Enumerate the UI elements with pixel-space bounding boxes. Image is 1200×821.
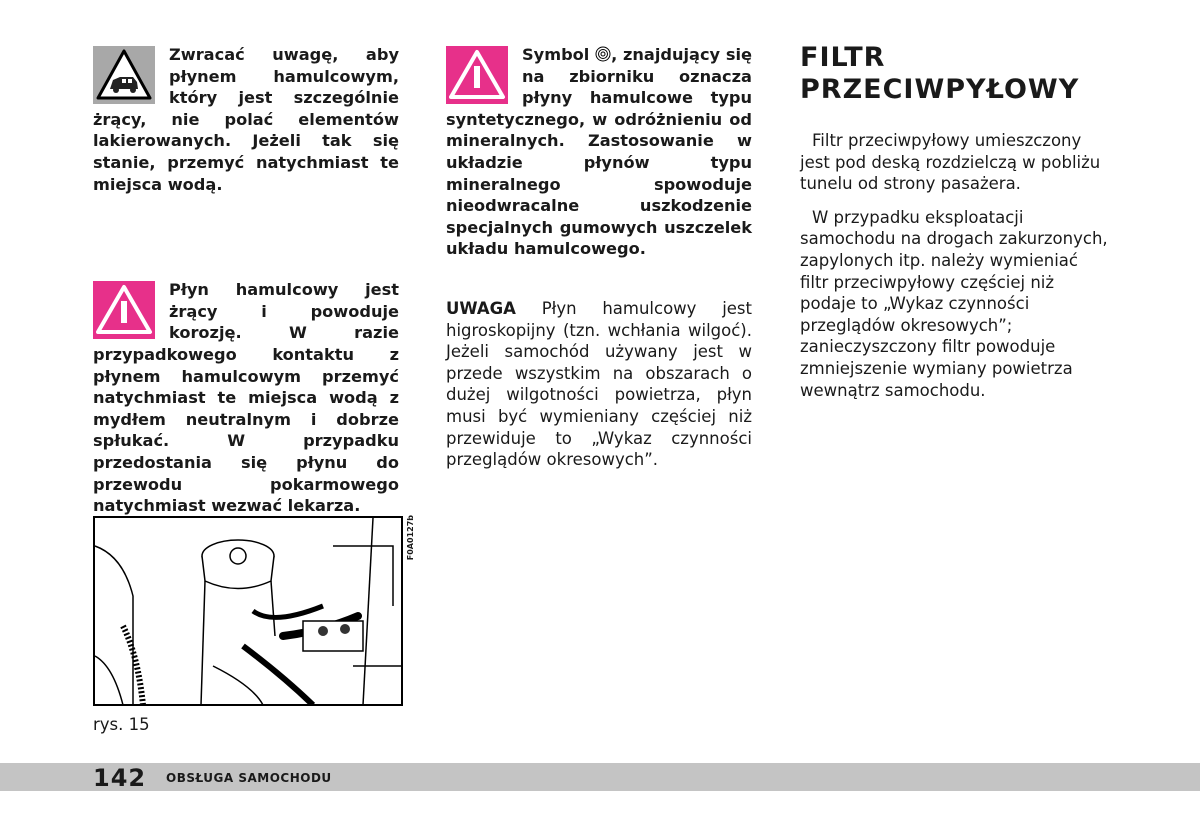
figure-caption: rys. 15 (93, 715, 150, 734)
note-title: UWAGA (446, 298, 516, 318)
synthetic-fluid-symbol-icon (595, 46, 611, 62)
symbol-label: Symbol (522, 45, 590, 64)
warning-corrosion-text: Płyn hamulcowy jest żrący i powoduje korozję. W razie przypadkowego kontaktu z płynem hamulcowym przemyć natychmiast te miejsca wodą z mydłem neutralnym i dobrze spłukać. W przypadku przedostania się płynu do przewodu pokarmowego natychmiast wezwać lekarza. (93, 280, 399, 516)
page-number: 142 (93, 764, 147, 792)
column-right (800, 42, 1108, 401)
heading-line-1: FILTR (800, 42, 886, 73)
filter-location-paragraph: Filtr przeciwpyłowy umieszczony jest pod deską rozdzielczą w pobliżu tunelu od strony pasażera. (800, 131, 1101, 194)
filter-replacement-paragraph: W przypadku eksploatacji samochodu na drogach zakurzonych, zapylonych itp. należy wymieniać filtr przeciwpyłowy częściej niż podaje to „Wykaz czynności przeglądów okresowych”; zanieczyszczony filtr powoduje zmniejszenie wymiany powietrza wewnątrz samochodu. (800, 207, 1108, 400)
figure-code: F0A0127b (406, 515, 415, 561)
car-warning-block (93, 44, 399, 195)
warning-paint-text: Zwracać uwagę, aby płynem hamulcowym, który jest szczególnie żrący, nie polać elementów lakierowanych. Jeżeli tak się stanie, przemyć natychmiast te miejsca wodą. (93, 45, 399, 194)
column-left (93, 44, 399, 517)
column-middle (446, 44, 752, 471)
car-warning-icon (93, 46, 155, 104)
brake-fluid-reservoir-figure (93, 516, 403, 706)
note-text: Płyn hamulcowy jest higroskopijny (tzn. wchłania wilgoć). Jeżeli samochód używany jest w przede wszystkim na obszarach o dużej wilgotności powietrza, płyn musi być wymieniany częściej niż przewiduje to „Wykaz czynności przeglądów okresowych”. (446, 298, 753, 470)
warning-triangle-icon (93, 281, 155, 339)
corrosion-warning-block (93, 279, 399, 517)
symbol-description: , znajdujący się na zbiorniku oznacza płyny hamulcowe typu syntetycznego, w odróżnieniu od mineralnych. Zastosowanie w układzie płynów typu mineralnego spowoduje nieodwracalne uszkodzenie specjalnych gumowych uszczelek układu hamulcowego. (446, 45, 752, 259)
section-heading (800, 42, 1108, 106)
symbol-warning-block (446, 44, 752, 260)
note-paragraph (446, 298, 752, 471)
warning-triangle-icon (446, 46, 508, 104)
heading-line-2: PRZECIWPYŁOWY (800, 74, 1080, 105)
section-name: OBSŁUGA SAMOCHODU (166, 771, 332, 785)
